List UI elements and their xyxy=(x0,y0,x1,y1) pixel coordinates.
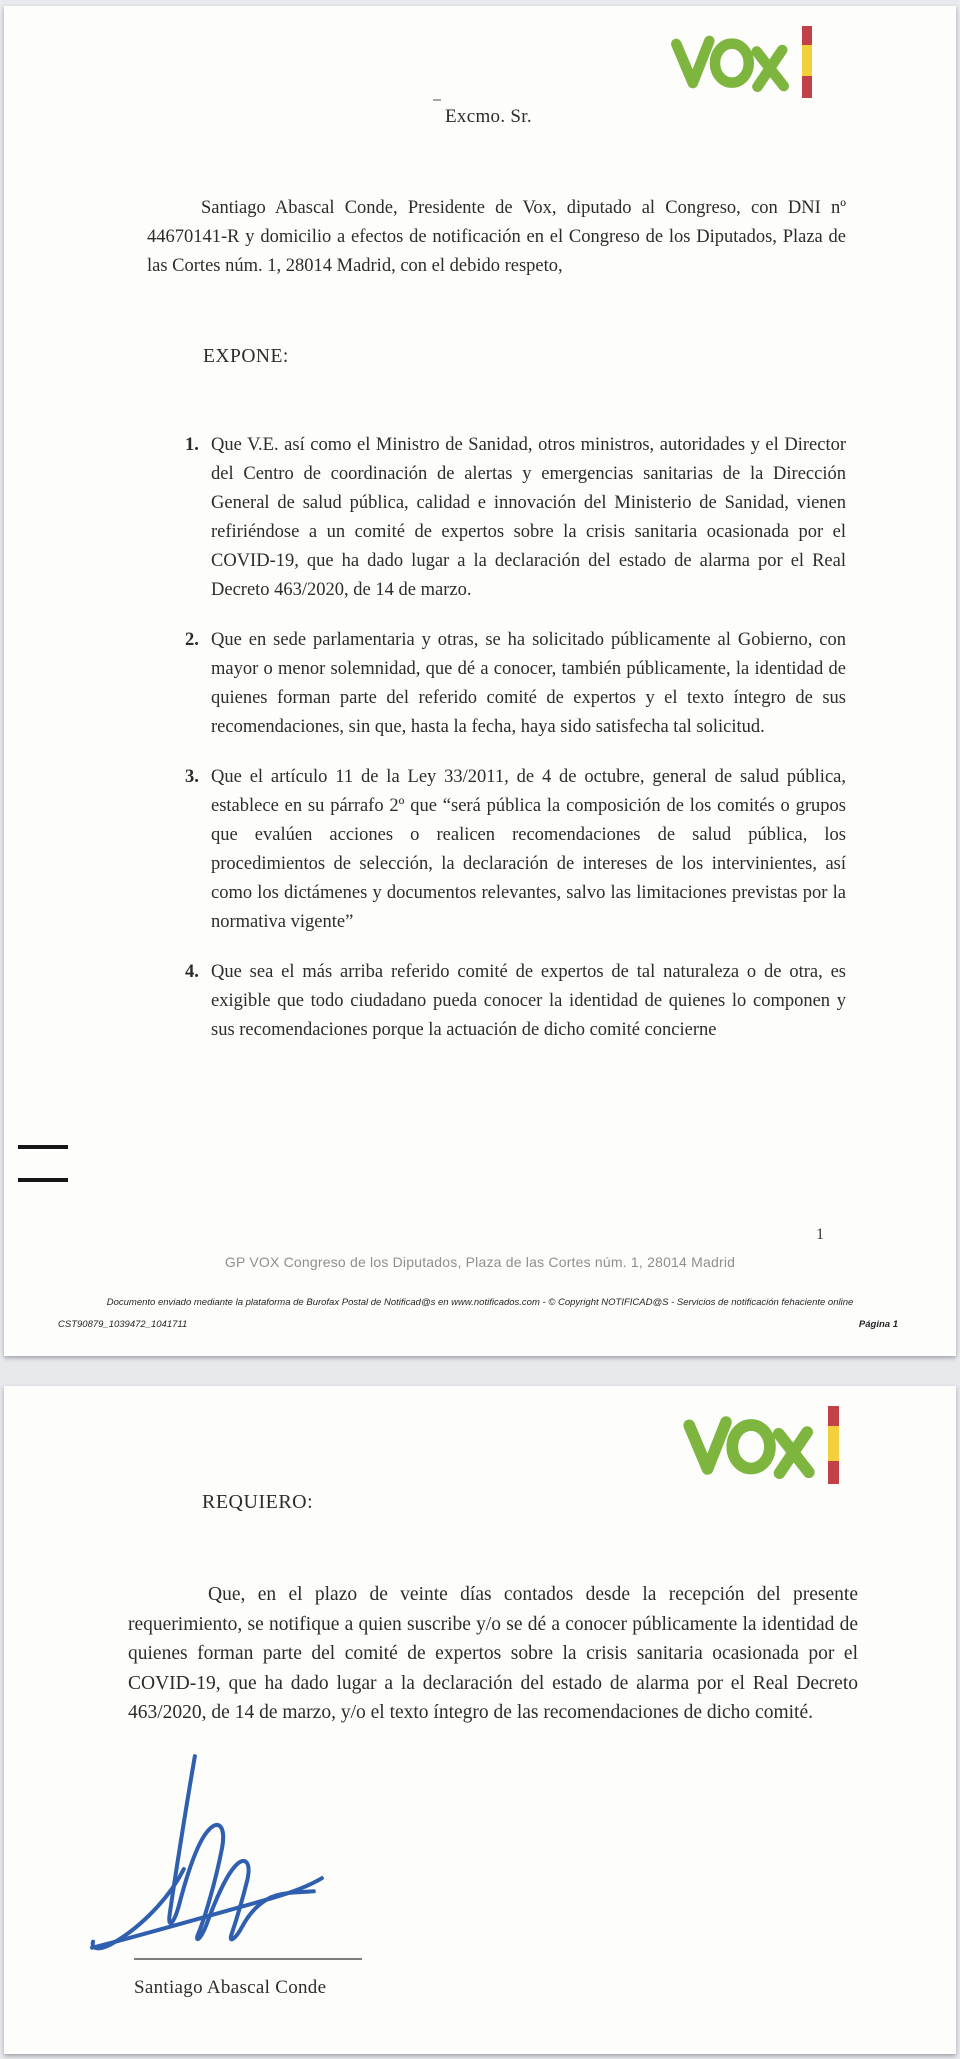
list-item-number: 4. xyxy=(185,962,199,982)
signatory-name: Santiago Abascal Conde xyxy=(134,1977,327,1998)
vox-logo xyxy=(668,26,812,98)
list-item xyxy=(185,431,846,605)
handwritten-signature xyxy=(86,1750,338,1962)
list-item-text: Que el artículo 11 de la Ley 33/2011, de 4 de octubre, general de salud pública, establece en su párrafo 2º que “será pública la composición de los comités o grupos que evalúen acciones o realicen recomendaciones de salud pública, los procedimientos de selección, la declaración de intereses de los intervinientes, así como los dictámenes y documentos relevantes, salvo las limitaciones previstas por la normativa vigente” xyxy=(211,767,846,932)
signature-line xyxy=(134,1958,362,1960)
list-item-text: Que en sede parlamentaria y otras, se ha solicitado públicamente al Gobierno, con mayor o menor solemnidad, que dé a conocer, también públicamente, la identidad de quienes forman parte del referido comité de expertos y el texto íntegro de sus recomendaciones, sin que, hasta la fecha, haya sido satisfecha tal solicitud. xyxy=(211,630,846,737)
fineprint-row xyxy=(58,1319,898,1330)
document-page-2 xyxy=(4,1386,956,2054)
footer-address: GP VOX Congreso de los Diputados, Plaza de las Cortes núm. 1, 28014 Madrid xyxy=(224,1254,736,1270)
vox-wordmark-icon xyxy=(668,31,792,93)
salutation: Excmo. Sr. xyxy=(445,106,532,127)
requiero-heading: REQUIERO: xyxy=(202,1491,314,1513)
vox-logo xyxy=(680,1406,839,1484)
list-item-text: Que sea el más arriba referido comité de expertos de tal naturaleza o de otra, es exigible que todo ciudadano pueda conocer la identidad de quienes lo componen y sus recomendaciones porque la actuación de dicho comité concierne xyxy=(211,962,846,1040)
page-number: 1 xyxy=(816,1226,824,1243)
requiero-paragraph: Que, en el plazo de veinte días contados desde la recepción del presente requerimiento, se notifique a quien suscribe y/o se dé a conocer públicamente la identidad de quienes forman parte del comité de expertos sobre la crisis sanitaria ocasionada por el COVID-19, que ha dado lugar a la declaración del estado de alarma por el Real Decreto 463/2020, de 14 de marzo, y/o el texto íntegro de las recomendaciones de dicho comité. xyxy=(128,1584,858,1723)
list-item-text: Que V.E. así como el Ministro de Sanidad, otros ministros, autoridades y el Director del Centro de coordinación de alertas y emergencias sanitarias de la Dirección General de salud pública, calidad e innovación del Ministerio de Sanidad, vienen refiriéndose a un comité de expertos sobre la crisis sanitaria ocasionada por el COVID-19, que ha dado lugar a la declaración del estado de alarma por el Real Decreto 463/2020, de 14 de marzo. xyxy=(211,435,846,600)
scan-registration-mark xyxy=(18,1145,68,1149)
list-item xyxy=(185,626,846,742)
list-item-number: 3. xyxy=(185,767,199,787)
list-item xyxy=(185,958,846,1045)
vox-wordmark-icon xyxy=(680,1411,818,1480)
expone-heading: EXPONE: xyxy=(203,346,289,367)
scan-registration-mark xyxy=(18,1178,68,1182)
fineprint-page-label: Página 1 xyxy=(858,1319,898,1330)
document-page-1 xyxy=(4,6,956,1356)
notification-service-fineprint: Documento enviado mediante la plataforma de Burofax Postal de Notificad@s en www.notificados.com - © Copyright NOTIFICAD@S - Servicios de notificación fehaciente online xyxy=(106,1297,854,1308)
expone-list xyxy=(185,431,846,1066)
spain-flag-bar-icon xyxy=(828,1406,839,1484)
intro-paragraph: Santiago Abascal Conde, Presidente de Vox, diputado al Congreso, con DNI nº 44670141-R y domicilio a efectos de notificación en el Congreso de los Diputados, Plaza de las Cortes núm. 1, 28014 Madrid, con el debido respeto, xyxy=(147,198,846,276)
list-item-number: 1. xyxy=(185,435,199,455)
list-item-number: 2. xyxy=(185,630,199,650)
scan-artifact-dash xyxy=(433,99,441,101)
fineprint-reference: CST90879_1039472_1041711 xyxy=(58,1319,188,1330)
spain-flag-bar-icon xyxy=(802,26,812,98)
list-item xyxy=(185,763,846,937)
